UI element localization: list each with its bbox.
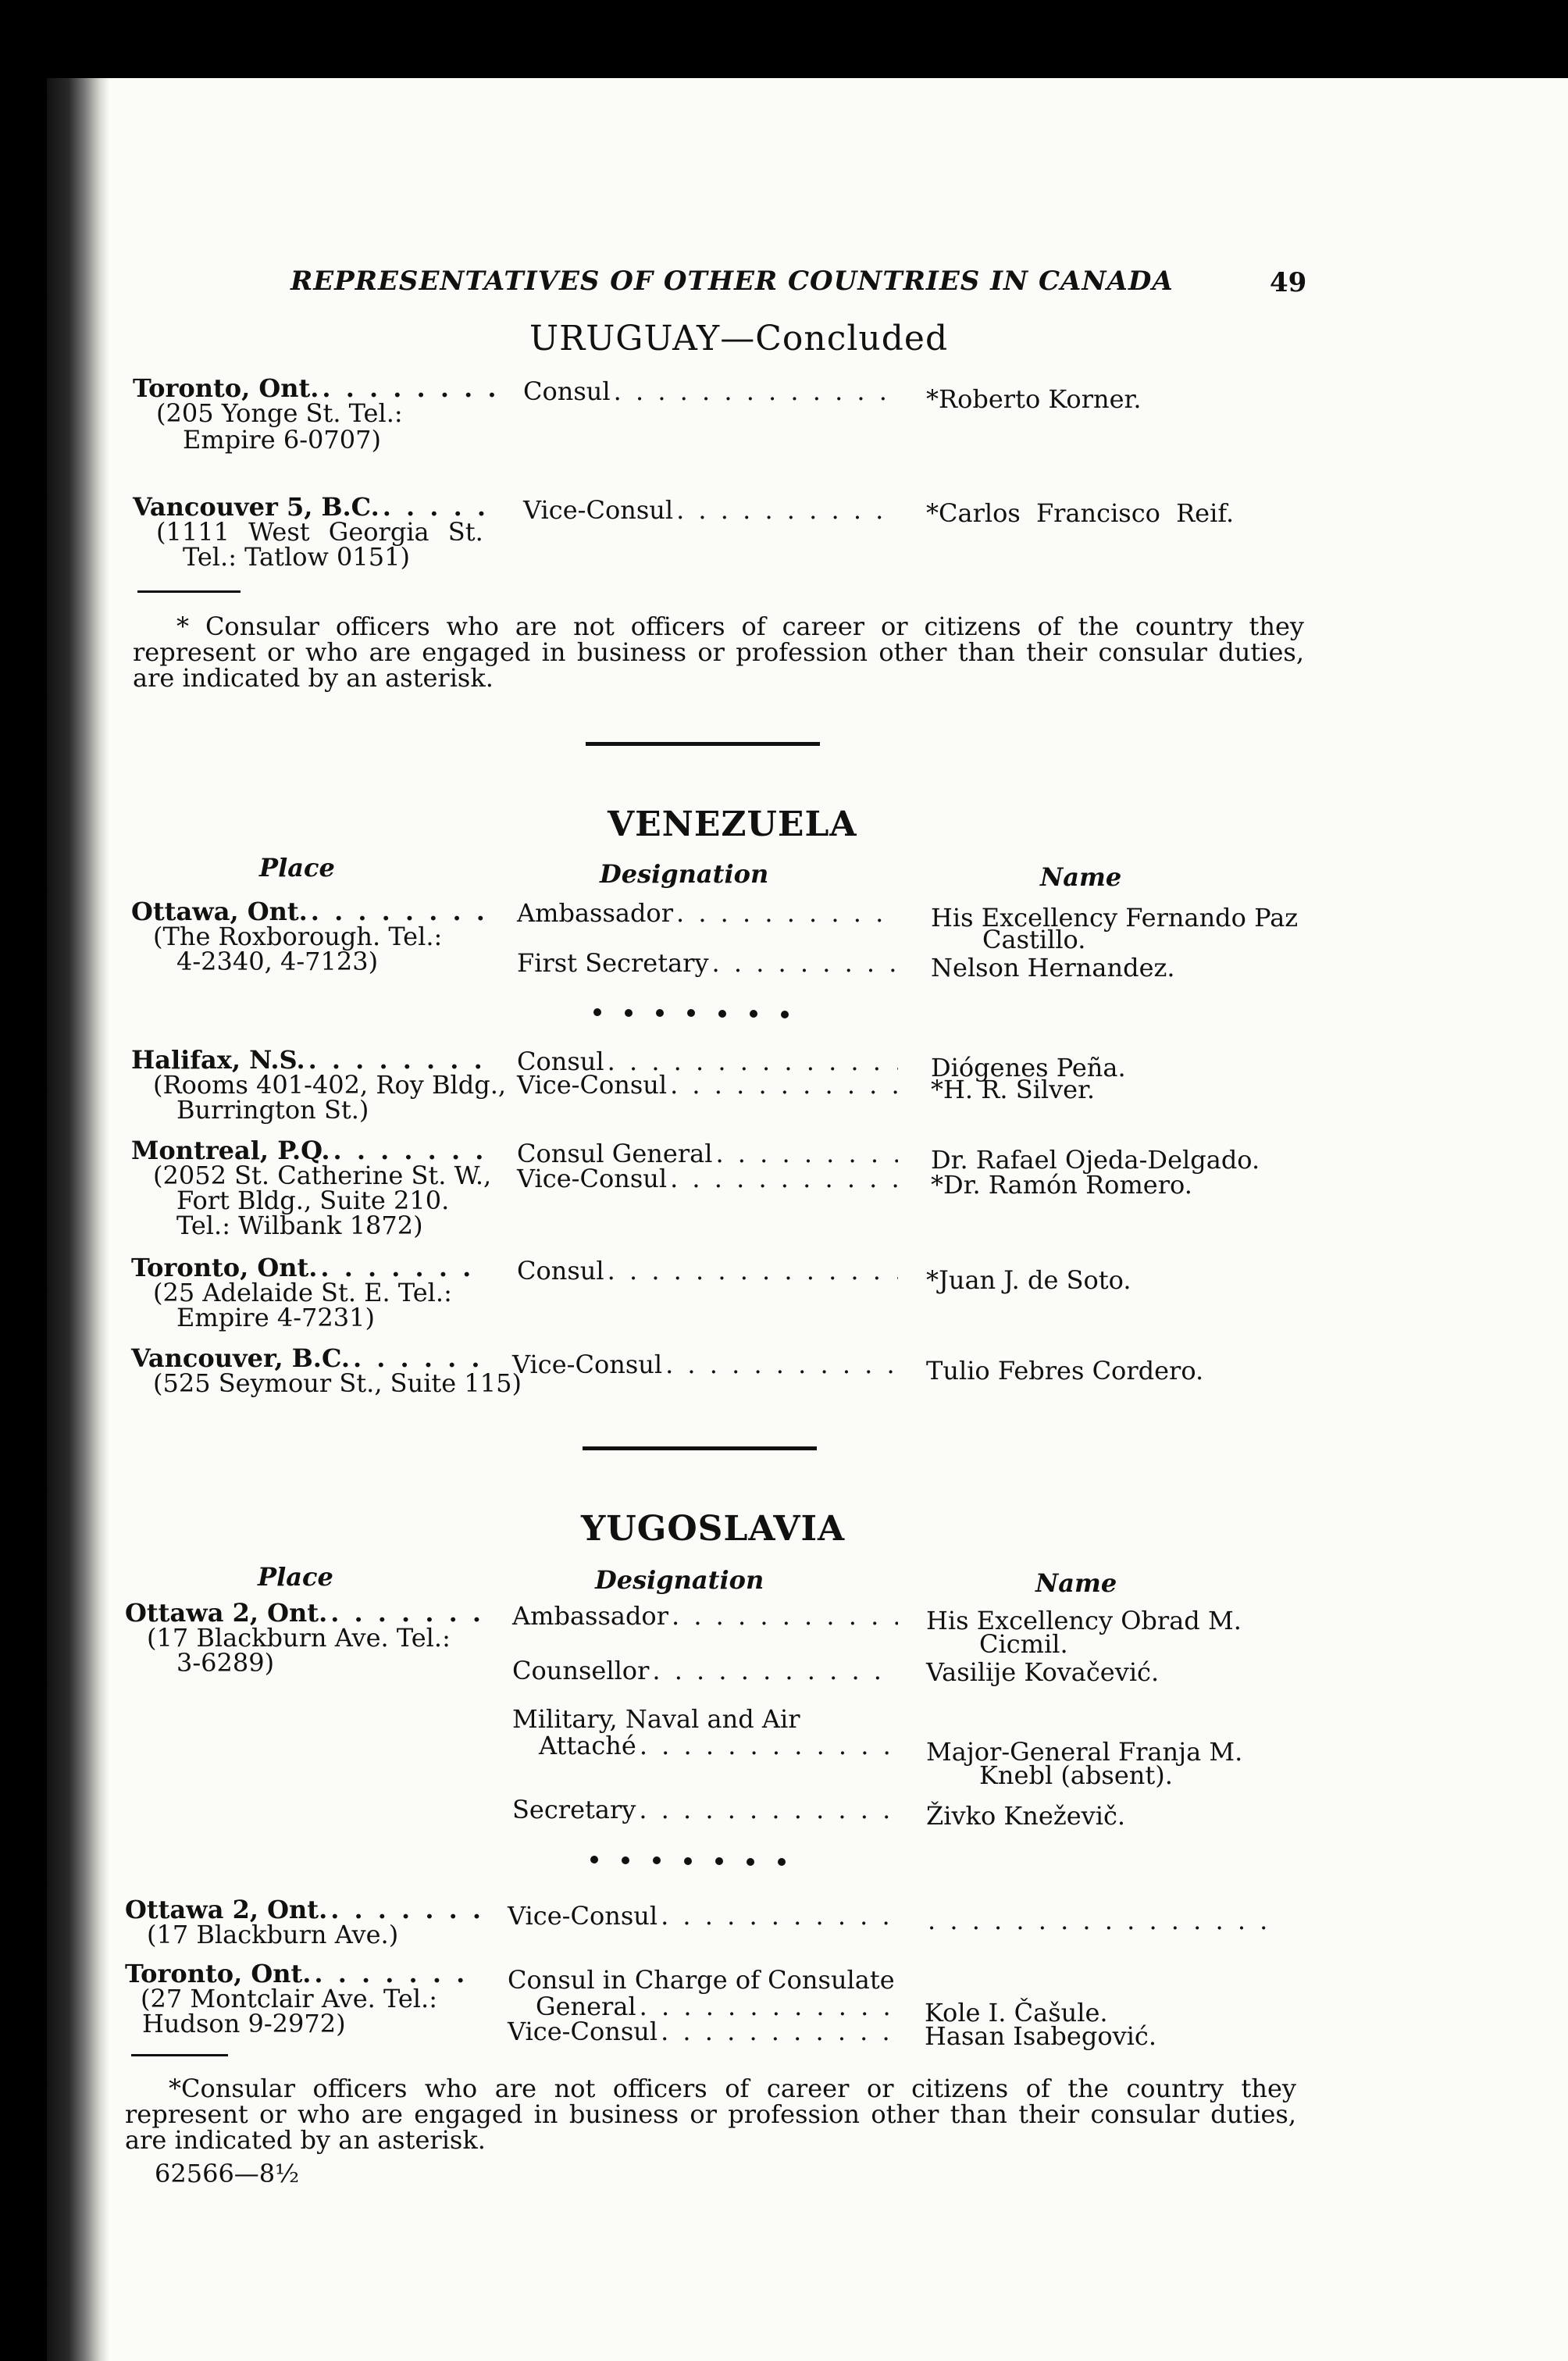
place-label: Toronto, Ont. . . . <box>125 1960 479 1987</box>
address-line: Fort Bldg., Suite 210. <box>176 1186 450 1215</box>
separator-dot <box>684 1857 692 1865</box>
address-line: (1111 West Georgia St. <box>156 517 483 547</box>
officer-name-vacant <box>925 1907 1279 1934</box>
designation-label-continued: Attaché . . . <box>539 1732 898 1759</box>
footnote-yugoslavia: *Consular officers who are not officers of career or citizens of the country they represent or who are engaged in business or profession other than their consular duties, are indicated by an asterisk. <box>125 2074 1296 2155</box>
separator-dot <box>625 1009 633 1017</box>
address-line: (The Roxborough. Tel.: <box>153 922 443 951</box>
address-line: (Rooms 401-402, Roy Bldg., <box>153 1070 507 1100</box>
separator-dot <box>778 1858 786 1866</box>
address-line: (2052 St. Catherine St. W., <box>153 1161 492 1190</box>
officer-name: Vasilije Kovačević. <box>926 1657 1160 1687</box>
designation-label: Vice-Consul . . . <box>512 1351 898 1378</box>
place-label: Ottawa, Ont. . . . <box>131 898 486 925</box>
separator-dot <box>750 1010 757 1018</box>
footnote-rule <box>131 2054 228 2056</box>
officer-name: His Excellency Obrad M. <box>926 1606 1242 1635</box>
place-label: Toronto, Ont. . . . <box>131 1254 486 1281</box>
place-label: Vancouver 5, B.C. . . . <box>133 494 498 520</box>
running-title: REPRESENTATIVES OF OTHER COUNTRIES IN CANADA <box>290 266 1174 297</box>
designation-label: Consul . . . <box>523 378 893 405</box>
officer-name-continued: Castillo. <box>982 925 1086 954</box>
officer-name: Dr. Rafael Ojeda-Delgado. <box>931 1145 1260 1175</box>
designation-label-continued: General . . . <box>536 1993 898 2020</box>
place-label: Ottawa 2, Ont. . . . <box>125 1896 479 1923</box>
officer-name: *Roberto Korner. <box>926 384 1142 414</box>
officer-name: *Dr. Ramón Romero. <box>931 1170 1192 1200</box>
designation-label: Ambassador . . . <box>517 900 898 926</box>
address-line: (525 Seymour St., Suite 115) <box>153 1368 522 1398</box>
address-line: (25 Adelaide St. E. Tel.: <box>153 1278 452 1307</box>
section-title-venezuela: VENEZUELA <box>608 804 857 844</box>
address-line: (27 Montclair Ave. Tel.: <box>141 1984 437 2013</box>
column-header-name: Name <box>1035 1568 1117 1598</box>
place-label: Vancouver, B.C. . . . <box>131 1345 486 1371</box>
designation-label: Counsellor . . . <box>512 1657 898 1684</box>
designation-label: Consul . . . <box>517 1048 898 1075</box>
address-line: (17 Blackburn Ave.) <box>147 1920 399 1949</box>
section-divider <box>586 742 820 746</box>
address-line: Tel.: Wilbank 1872) <box>176 1211 423 1240</box>
officer-name: *Juan J. de Soto. <box>926 1265 1131 1295</box>
place-label: Montreal, P.Q. . . . <box>131 1137 486 1164</box>
address-line: Empire 6-0707) <box>183 425 381 455</box>
separator-dot <box>653 1856 661 1864</box>
address-line: Hudson 9-2972) <box>142 2009 346 2038</box>
place-label: Toronto, Ont. . . . <box>133 375 498 401</box>
designation-label: First Secretary . . . <box>517 950 898 976</box>
separator-dot <box>622 1856 629 1864</box>
column-header-name: Name <box>1040 862 1122 892</box>
designation-label: Vice-Consul . . . <box>508 1903 898 1929</box>
place-label: Ottawa 2, Ont. . . . <box>125 1600 483 1626</box>
footnote-uruguay: * Consular officers who are not officers of career or citizens of the country they represent or who are engaged in business or profession other than their consular duties, are indicated by an asterisk. <box>133 612 1304 693</box>
officer-name: Nelson Hernandez. <box>931 953 1175 983</box>
officer-name: Kole I. Čašule. <box>925 1998 1108 2028</box>
address-line: 4-2340, 4-7123) <box>176 947 379 976</box>
address-line: (205 Yonge St. Tel.: <box>156 398 403 428</box>
designation-label: Consul . . . <box>517 1257 898 1284</box>
address-line: 3-6289) <box>176 1648 275 1678</box>
officer-name: *H. R. Silver. <box>931 1075 1096 1104</box>
section-title-uruguay: URUGUAY—Concluded <box>529 319 949 358</box>
officer-name: His Excellency Fernando Paz <box>931 903 1299 933</box>
separator-dot <box>715 1857 723 1865</box>
address-line: (17 Blackburn Ave. Tel.: <box>147 1623 451 1653</box>
separator-dot <box>718 1010 726 1018</box>
section-divider <box>583 1446 817 1450</box>
officer-name: Živko Kneževič. <box>926 1801 1126 1831</box>
column-header-designation: Designation <box>600 859 769 889</box>
officer-name: *Carlos Francisco Reif. <box>926 498 1235 528</box>
designation-label: Ambassador . . . <box>512 1603 898 1629</box>
officer-name-continued: Cicmil. <box>979 1629 1068 1659</box>
place-label: Halifax, N.S. . . . <box>131 1047 486 1073</box>
column-header-place: Place <box>258 1562 333 1592</box>
section-title-yugoslavia: YUGOSLAVIA <box>581 1509 846 1549</box>
address-line: Empire 4-7231) <box>176 1303 375 1332</box>
separator-dot <box>747 1858 754 1866</box>
designation-label: Secretary . . . <box>512 1796 898 1823</box>
officer-name: Major-General Franja M. <box>926 1737 1243 1767</box>
address-line: Tel.: Tatlow 0151) <box>183 542 410 572</box>
page-number: 49 <box>1270 267 1307 298</box>
officer-name: Diógenes Peña. <box>931 1053 1126 1082</box>
separator-dot <box>590 1856 598 1863</box>
designation-label: Consul in Charge of Consulate <box>508 1965 895 1995</box>
address-line: Burrington St.) <box>176 1095 369 1125</box>
designation-label: Consul General . . . <box>517 1140 898 1167</box>
designation-label: Military, Naval and Air <box>512 1704 800 1734</box>
footnote-rule <box>137 590 241 593</box>
designation-label: Vice-Consul . . . <box>523 497 893 523</box>
officer-name-continued: Knebl (absent). <box>979 1760 1173 1790</box>
separator-dot <box>687 1009 695 1017</box>
designation-label: Vice-Consul . . . <box>517 1072 898 1098</box>
officer-name: Tulio Febres Cordero. <box>926 1356 1204 1386</box>
separator-dot <box>593 1008 601 1016</box>
printer-code: 62566—8½ <box>155 2159 300 2188</box>
designation-label: Vice-Consul . . . <box>508 2018 898 2045</box>
column-header-designation: Designation <box>595 1565 764 1595</box>
column-header-place: Place <box>259 853 335 883</box>
separator-dot <box>781 1011 789 1018</box>
designation-label: Vice-Consul . . . <box>517 1165 898 1192</box>
officer-name: Hasan Isabegović. <box>925 2021 1156 2051</box>
separator-dot <box>656 1009 664 1017</box>
